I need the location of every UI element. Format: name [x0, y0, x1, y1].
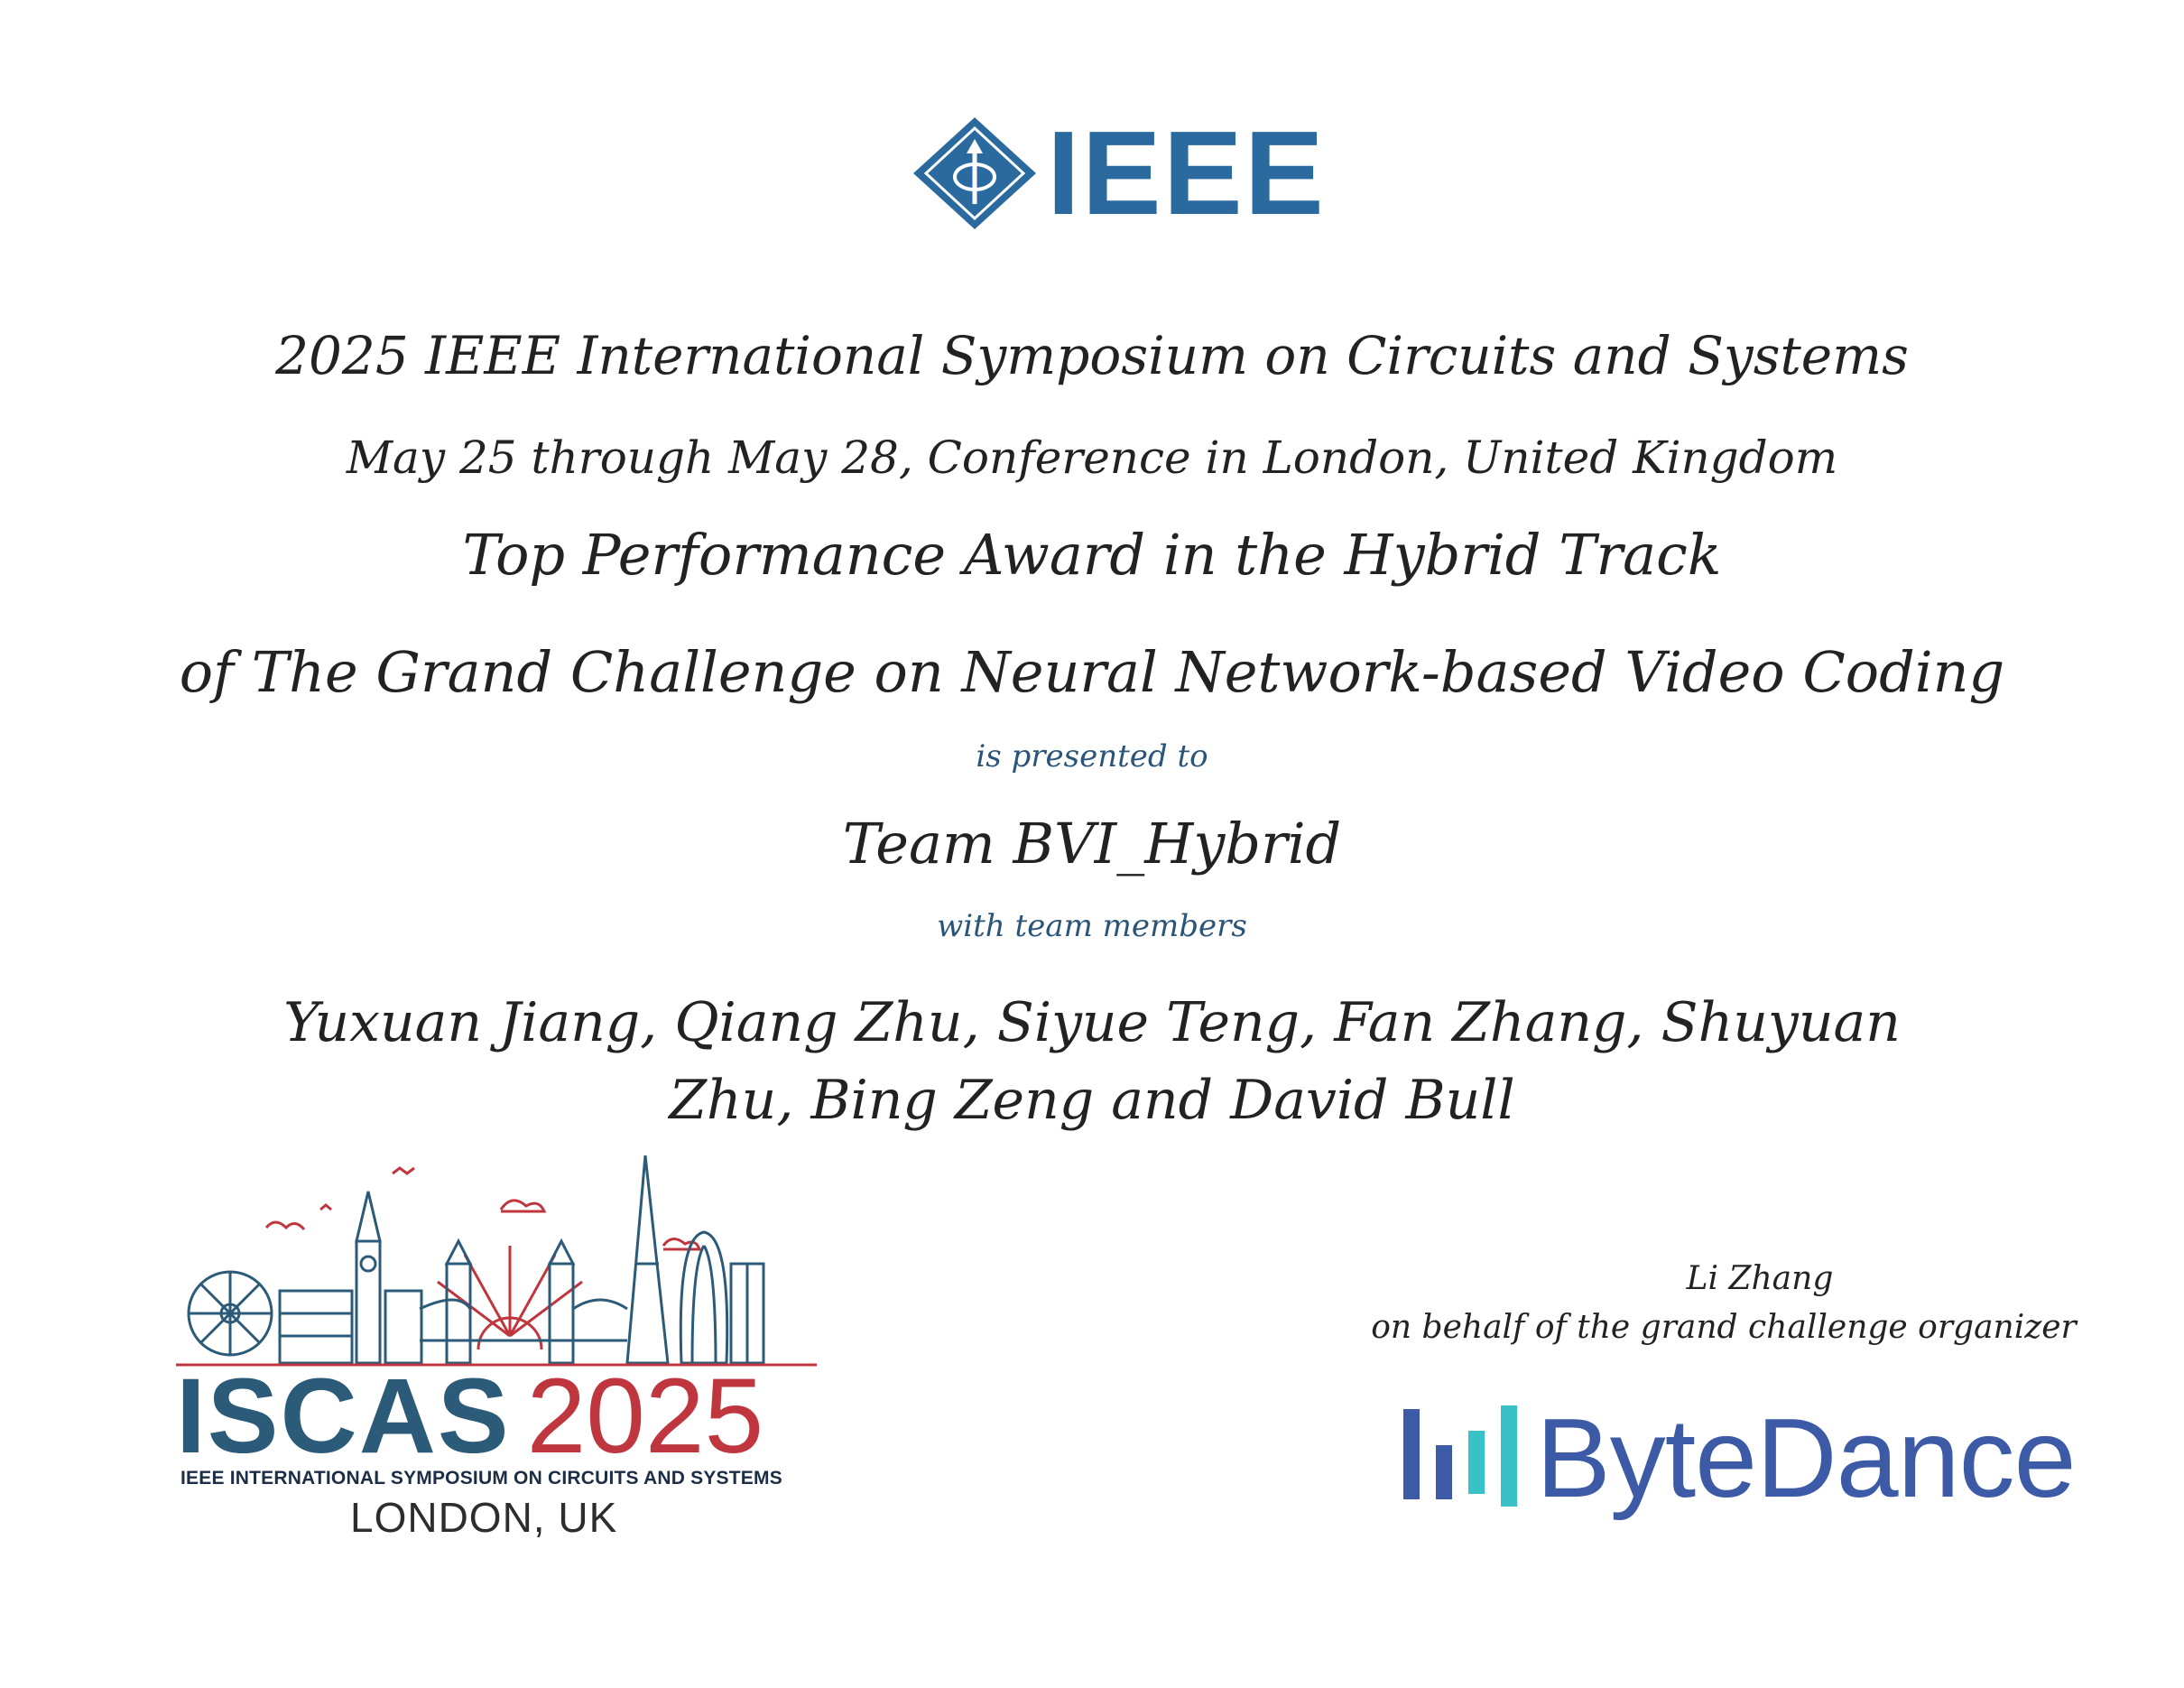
ieee-diamond-icon — [912, 116, 1038, 231]
bytedance-wordmark: ByteDance — [1536, 1396, 2076, 1521]
dates-location: May 25 through May 28, Conference in London, United Kingdom — [346, 431, 1838, 484]
presented-to-label: is presented to — [976, 738, 1208, 774]
iscas-year: 2025 — [526, 1357, 764, 1476]
conference-title: 2025 IEEE International Symposium on Circuits and Systems — [275, 325, 1909, 386]
iscas-acronym: ISCAS — [176, 1357, 511, 1476]
ieee-logo — [912, 107, 1326, 239]
iscas-wordmark — [176, 1357, 826, 1476]
ieee-wordmark: IEEE — [1047, 107, 1326, 239]
signatory-role: on behalf of the grand challenge organizer — [1371, 1309, 2077, 1346]
bytedance-bars-icon — [1403, 1404, 1521, 1510]
award-line-1: Top Performance Award in the Hybrid Track — [462, 522, 1722, 588]
signatory-name: Li Zhang — [1686, 1260, 1834, 1297]
iscas-full-name: IEEE INTERNATIONAL SYMPOSIUM ON CIRCUITS AND SYSTEMS — [180, 1468, 782, 1489]
members-label: with team members — [937, 908, 1247, 944]
iscas-location: LONDON, UK — [350, 1494, 618, 1541]
award-line-2: of The Grand Challenge on Neural Network-based Video Coding — [179, 639, 2005, 705]
team-members: Yuxuan Jiang, Qiang Zhu, Siyue Teng, Fan Zhang, Shuyuan Zhu, Bing Zeng and David Bull — [283, 991, 1901, 1132]
team-name: Team BVI_Hybrid — [842, 811, 1342, 876]
london-skyline-icon — [176, 1155, 817, 1372]
